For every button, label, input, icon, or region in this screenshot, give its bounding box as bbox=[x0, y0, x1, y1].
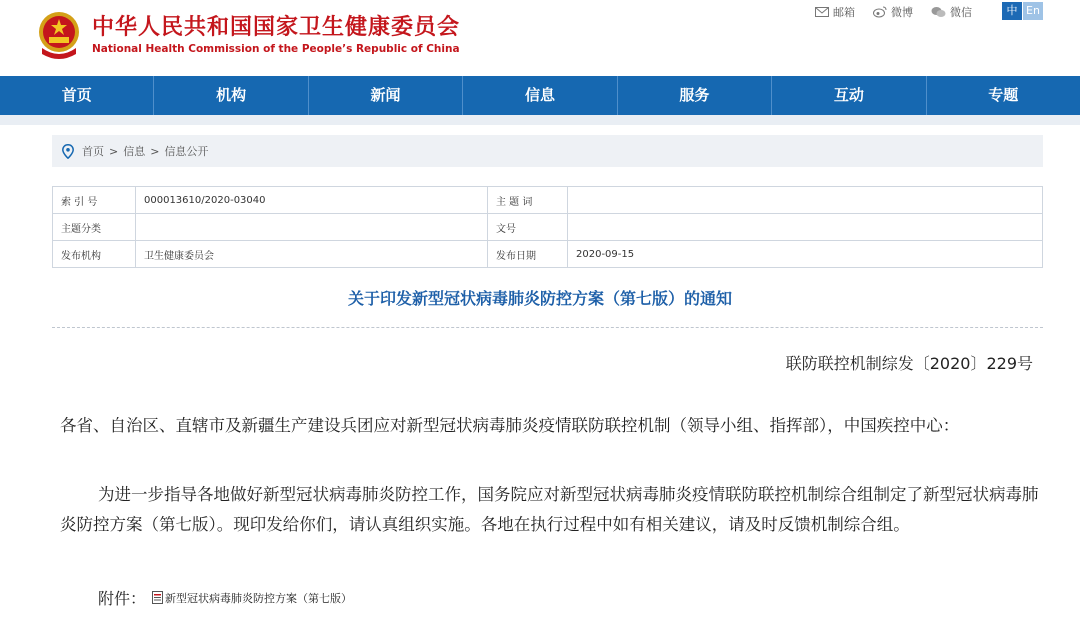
addressee-paragraph: 各省、自治区、直辖市及新疆生产建设兵团应对新型冠状病毒肺炎疫情联防联控机制（领导小组、指挥部），中国疾控中心： bbox=[60, 416, 960, 435]
lang-english-button[interactable]: En bbox=[1023, 2, 1043, 20]
national-emblem-icon[interactable] bbox=[36, 10, 82, 62]
weibo-link[interactable] bbox=[873, 4, 913, 20]
location-pin-icon bbox=[62, 144, 74, 159]
meta-value bbox=[568, 187, 1043, 214]
meta-value bbox=[568, 214, 1043, 241]
nav-item-news[interactable]: 新闻 bbox=[309, 76, 463, 115]
attachment-link-text: 新型冠状病毒肺炎防控方案（第七版） bbox=[165, 591, 353, 605]
attachment-link[interactable] bbox=[152, 590, 352, 606]
mail-link[interactable] bbox=[815, 4, 855, 20]
breadcrumb-separator: > bbox=[109, 144, 119, 158]
pdf-file-icon bbox=[152, 591, 163, 604]
meta-value: 2020-09-15 bbox=[568, 241, 1043, 268]
divider bbox=[52, 327, 1043, 328]
breadcrumb-separator: > bbox=[150, 144, 160, 158]
body-paragraph: 为进一步指导各地做好新型冠状病毒肺炎防控工作，国务院应对新型冠状病毒肺炎疫情联防联控机制综合组制定了新型冠状病毒肺炎防控方案（第七版）。现印发给你们，请认真组织实施。各地在执行过程中如有相关建议，请及时反馈机制综合组。 bbox=[60, 485, 1039, 534]
nav-item-organization[interactable]: 机构 bbox=[154, 76, 308, 115]
document-title: 关于印发新型冠状病毒肺炎防控方案（第七版）的通知 bbox=[347, 289, 732, 308]
table-row bbox=[53, 214, 1043, 241]
breadcrumb-information[interactable]: 信息 bbox=[123, 145, 146, 158]
breadcrumb bbox=[52, 135, 1043, 167]
meta-key: 主题分类 bbox=[53, 214, 136, 241]
nav-item-information[interactable]: 信息 bbox=[463, 76, 617, 115]
nav-item-topics[interactable]: 专题 bbox=[988, 86, 1019, 104]
table-row bbox=[53, 187, 1043, 214]
meta-key: 主 题 词 bbox=[488, 187, 568, 214]
meta-key: 发布机构 bbox=[53, 241, 136, 268]
wechat-link[interactable] bbox=[931, 4, 972, 20]
attachment-row bbox=[98, 586, 352, 609]
nav-item-home[interactable]: 首页 bbox=[0, 76, 154, 115]
weibo-icon bbox=[873, 6, 887, 18]
mail-icon bbox=[815, 7, 829, 17]
meta-value: 000013610/2020-03040 bbox=[136, 187, 488, 214]
document-number: 联防联控机制综发〔2020〕229号 bbox=[785, 354, 1033, 373]
nav-item-services[interactable]: 服务 bbox=[618, 76, 772, 115]
nav-band bbox=[0, 115, 1080, 125]
breadcrumb-home[interactable]: 首页 bbox=[82, 145, 104, 158]
meta-value bbox=[136, 214, 488, 241]
mail-label: 邮箱 bbox=[833, 6, 855, 19]
meta-value: 卫生健康委员会 bbox=[136, 241, 488, 268]
site-subtitle: National Health Commission of the People’s Republic of China bbox=[92, 43, 460, 55]
weibo-label: 微博 bbox=[891, 6, 913, 19]
site-header bbox=[0, 0, 1080, 76]
wechat-icon bbox=[931, 6, 946, 18]
attachment-label: 附件： bbox=[98, 589, 147, 608]
site-title[interactable]: 中华人民共和国国家卫生健康委员会 bbox=[92, 15, 461, 40]
nav-item-interaction[interactable]: 互动 bbox=[772, 76, 926, 115]
meta-key: 文号 bbox=[488, 214, 568, 241]
meta-key: 发布日期 bbox=[488, 241, 568, 268]
breadcrumb-public-info[interactable]: 信息公开 bbox=[164, 145, 209, 158]
meta-key: 索 引 号 bbox=[53, 187, 136, 214]
table-row bbox=[53, 241, 1043, 268]
main-nav bbox=[0, 76, 1080, 115]
document-meta-table bbox=[52, 186, 1043, 268]
top-links bbox=[815, 4, 990, 20]
lang-chinese-button[interactable]: 中 bbox=[1002, 2, 1022, 20]
wechat-label: 微信 bbox=[950, 6, 972, 19]
